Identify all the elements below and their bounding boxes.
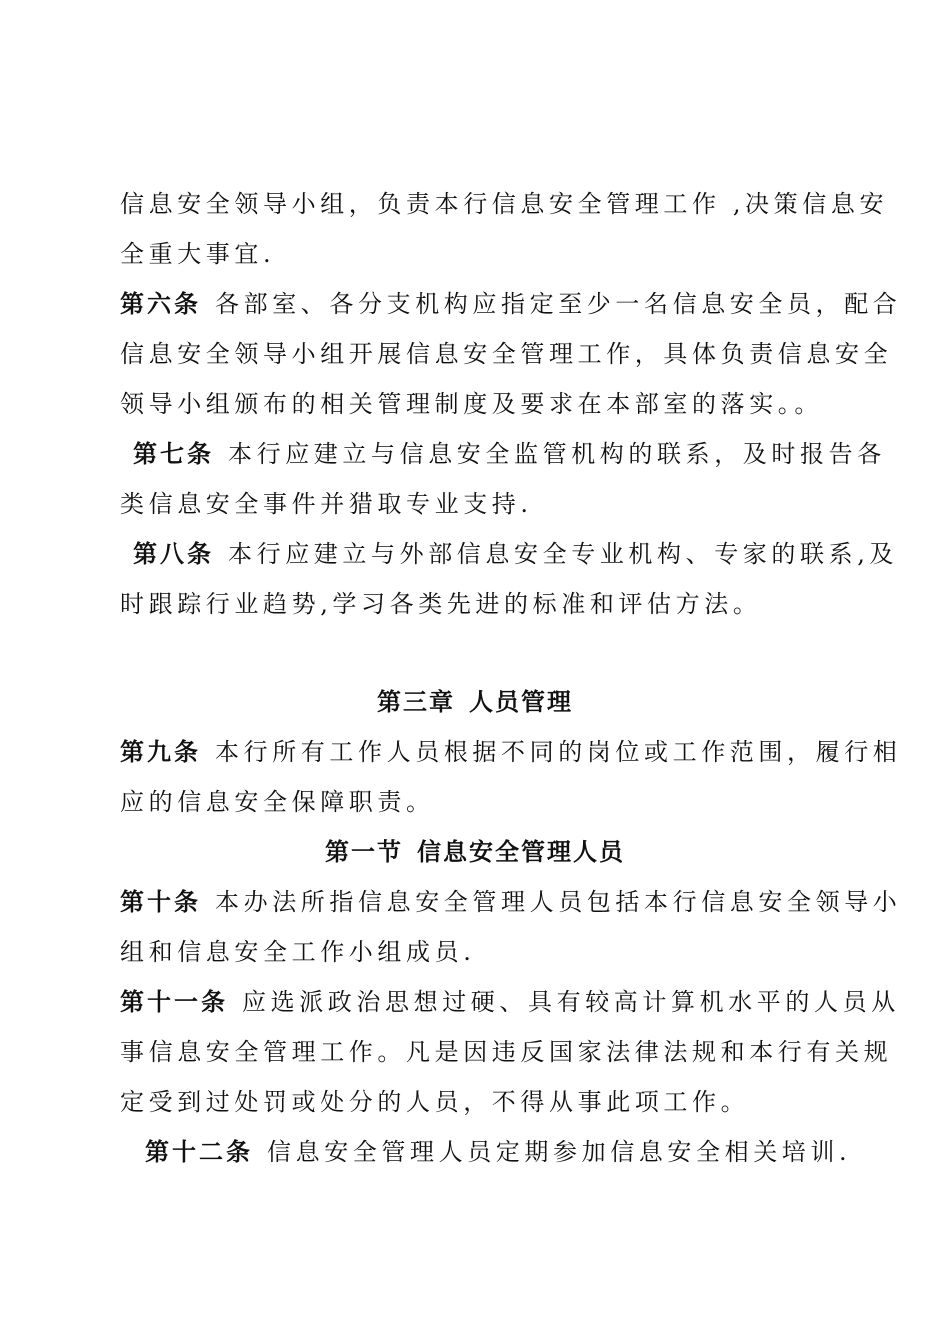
chapter-title: 人员管理 xyxy=(469,687,573,716)
article-8-text: 本行应建立与外部信息安全专业机构、专家的联系,及 xyxy=(228,540,899,568)
paragraph-line: 领导小组颁布的相关管理制度及要求在本部室的落实。。 xyxy=(120,390,823,418)
article-10-line-1 xyxy=(120,885,902,919)
article-6-line-1 xyxy=(120,287,902,321)
article-10-text: 本办法所指信息安全管理人员包括本行信息安全领导小 xyxy=(215,888,902,916)
article-9-label: 第九条 xyxy=(120,737,201,766)
article-11-line-1 xyxy=(120,985,900,1019)
article-9-line-1 xyxy=(120,735,902,769)
paragraph-line: 应的信息安全保障职责。 xyxy=(120,788,435,816)
article-6-text: 各部室、各分支机构应指定至少一名信息安全员，配合 xyxy=(215,290,902,318)
paragraph-line: 时跟踪行业趋势,学习各类先进的标准和评估方法。 xyxy=(120,590,762,618)
chapter-number: 第三章 xyxy=(377,687,455,716)
paragraph-line: 信息安全领导小组开展信息安全管理工作，具体负责信息安全 xyxy=(120,340,893,368)
article-11-text: 应选派政治思想过硬、具有较高计算机水平的人员从 xyxy=(242,988,900,1016)
article-8-label: 第八条 xyxy=(133,539,214,568)
article-12-text: 信息安全管理人员定期参加信息安全相关培训. xyxy=(267,1138,852,1166)
article-6-label: 第六条 xyxy=(120,289,201,318)
section-number: 第一节 xyxy=(325,837,403,866)
article-12-line-1 xyxy=(145,1135,855,1169)
chapter-heading xyxy=(0,685,950,719)
article-7-label: 第七条 xyxy=(133,439,214,468)
section-title: 信息安全管理人员 xyxy=(417,837,625,866)
paragraph-line: 组和信息安全工作小组成员. xyxy=(120,938,476,966)
paragraph-line: 类信息安全事件并猎取专业支持. xyxy=(120,490,533,518)
paragraph-line: 信息安全领导小组，负责本行信息安全管理工作 ,决策信息安 xyxy=(120,190,889,218)
paragraph-line: 事信息安全管理工作。凡是因违反国家法律法规和本行有关规 xyxy=(120,1038,893,1066)
article-9-text: 本行所有工作人员根据不同的岗位或工作范围，履行相 xyxy=(215,738,902,766)
paragraph-line: 定受到过处罚或处分的人员，不得从事此项工作。 xyxy=(120,1088,750,1116)
article-7-text: 本行应建立与信息安全监管机构的联系，及时报告各 xyxy=(228,440,886,468)
article-8-line-1 xyxy=(133,537,899,571)
article-10-label: 第十条 xyxy=(120,887,201,916)
article-11-label: 第十一条 xyxy=(120,987,228,1016)
article-12-label: 第十二条 xyxy=(145,1137,253,1166)
article-7-line-1 xyxy=(133,437,886,471)
paragraph-line: 全重大事宜. xyxy=(120,240,276,268)
section-heading xyxy=(0,835,950,869)
